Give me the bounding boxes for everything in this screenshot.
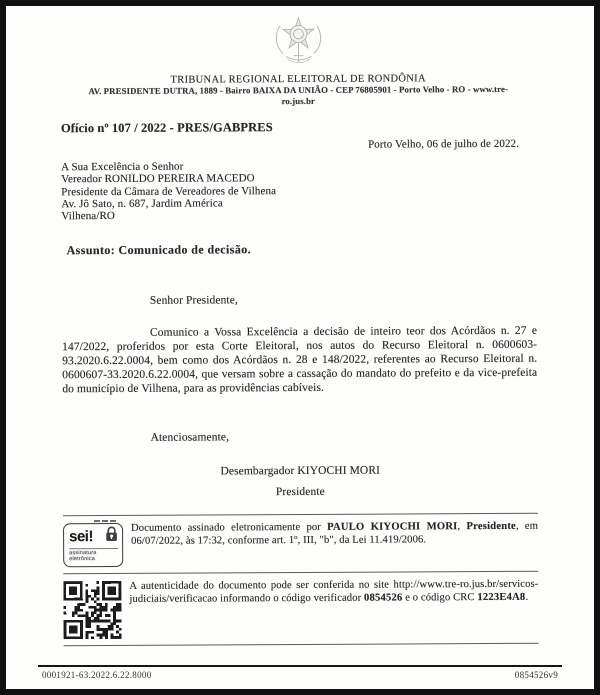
org-address-line1: AV. PRESIDENTE DUTRA, 1889 - Bairro BAIXA DA UNIÃO - CEP 76805901 - Porto Velho - RO - www.tre- <box>88 83 509 97</box>
crc-code: 1223E4A8 <box>477 591 526 604</box>
verification-row <box>63 571 538 645</box>
document-footer <box>38 665 562 680</box>
verifier-code: 0854526 <box>363 592 403 604</box>
electronic-signature-row <box>63 514 538 573</box>
recipient-line-street: Av. Jô Sato, n. 687, Jardim América <box>61 197 223 211</box>
signature-signer-role: Presidente <box>466 521 516 533</box>
recipient-line-honorific: A Sua Excelência o Senhor <box>61 160 184 174</box>
oficio-reference: Ofício nº 107 / 2022 - PRES/GABPRES <box>60 120 273 136</box>
sei-caption <box>69 548 118 562</box>
org-address <box>61 84 536 108</box>
signature-text-suffix: , em 06/07/2022, às 17:32, conforme art. 1º, III, "b", da Lei 11.419/2006. <box>131 521 539 547</box>
signature-section <box>63 513 539 646</box>
document-version: 0854526v9 <box>514 670 558 680</box>
recipient-block <box>61 159 536 223</box>
signer-name: Desembargador KIYOCHI MORI <box>220 465 381 478</box>
subject-line: Assunto: Comunicado de decisão. <box>66 242 252 258</box>
signer-title: Presidente <box>275 486 325 499</box>
signature-text <box>131 521 538 548</box>
closing: Atenciosamente, <box>150 431 230 445</box>
verification-text <box>129 579 538 606</box>
recipient-line-city: Vilhena/RO <box>61 210 115 223</box>
sei-stamp-top <box>69 526 118 547</box>
padlock-icon <box>105 526 118 547</box>
verification-text-end: . <box>525 591 529 603</box>
org-name: TRIBUNAL REGIONAL ELEITORAL DE RONDÔNIA <box>170 73 426 86</box>
sei-stamp <box>63 523 123 567</box>
sei-logo: sei! <box>69 528 93 546</box>
brazil-coat-of-arms-icon <box>60 9 535 73</box>
recipient-line-name: Vereador RONILDO PEREIRA MACEDO <box>61 172 255 186</box>
body-paragraph: Comunico a Vossa Excelência a decisão de inteiro teor dos Acórdãos n. 27 e 147/2022, proferidos por esta Corte Eleitoral, nos autos do Recurso Eleitoral n. 0600603-93.2020.6.22.0004, bem como dos Acórdãos n. 28 e 148/2022, referentes ao Recurso Eleitoral n. 0600607-33.2020.6.22.0004, que versam sobre a cassação do mandato do prefeito e da vice-prefeita do município de Vilhena, para as providências cabíveis. <box>62 325 538 396</box>
verification-text-prefix: A autenticidade do documento pode ser conferida no site http://www.tre-ro.jus.br/servicos-judiciais/verificacao informando o código verificador <box>129 579 539 605</box>
sei-caption-line1: assinatura <box>69 550 97 557</box>
org-address-line2: ro.jus.br <box>281 95 316 107</box>
process-number: 0001921-63.2022.6.22.8000 <box>42 670 152 680</box>
salutation: Senhor Presidente, <box>149 294 238 308</box>
footer-row <box>38 667 562 680</box>
date-line: Porto Velho, 06 de julho de 2022. <box>368 137 520 151</box>
qr-code-icon <box>63 581 121 639</box>
sei-caption-line2: eletrônica <box>69 556 96 563</box>
recipient-line-role: Presidente da Câmara de Vereadores de Vilhena <box>61 184 277 198</box>
letter-content <box>60 9 538 647</box>
signature-text-prefix: Documento assinado eletronicamente por <box>131 522 328 535</box>
signature-signer-name: PAULO KIYOCHI MORI <box>327 521 458 534</box>
signature-separator: , <box>457 521 467 533</box>
verification-text-middle: e o código CRC <box>402 592 478 604</box>
